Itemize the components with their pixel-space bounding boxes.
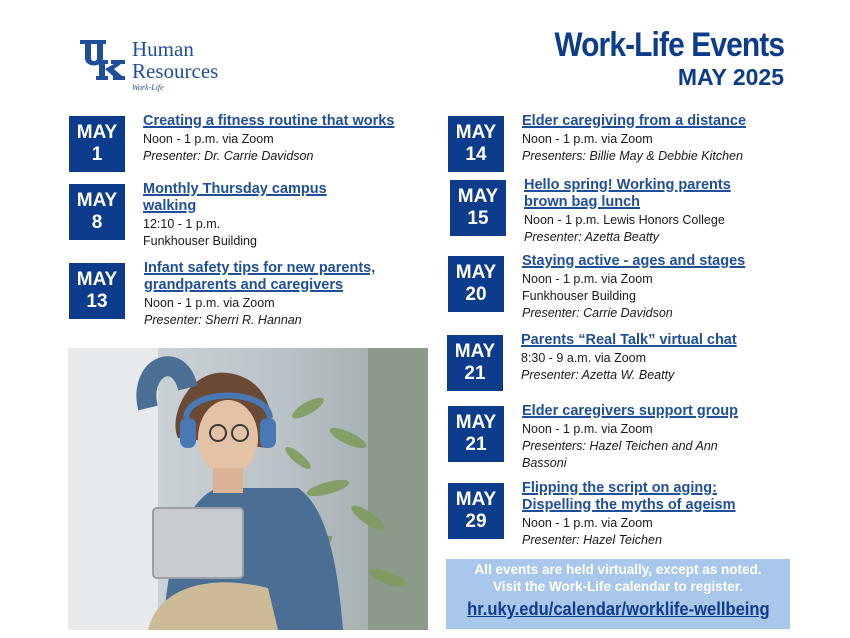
- event-date-badge: [69, 263, 125, 319]
- event-location: Funkhouser Building: [143, 234, 257, 248]
- event-presenter: Presenters: Billie May & Debbie Kitchen: [522, 149, 743, 163]
- woman-with-headphones-photo: [68, 348, 428, 630]
- event-day: 8: [91, 212, 103, 233]
- logo-sub: Work-Life: [132, 83, 164, 92]
- event-title-link[interactable]: Parents “Real Talk” virtual chat: [521, 332, 737, 348]
- event-month: MAY: [454, 341, 496, 362]
- event-time: Noon - 1 p.m. Lewis Honors College: [524, 213, 725, 227]
- event-time: Noon - 1 p.m. via Zoom: [522, 516, 653, 530]
- event-month: MAY: [76, 122, 118, 143]
- event-presenter: Presenter: Dr. Carrie Davidson: [143, 149, 314, 163]
- event-month: MAY: [76, 269, 118, 290]
- logo-line-1: Human: [132, 37, 194, 61]
- event-day: 15: [467, 208, 489, 229]
- event-month: MAY: [76, 190, 118, 211]
- event-month: MAY: [457, 186, 499, 207]
- event-title-link[interactable]: Elder caregivers support group: [522, 403, 738, 419]
- footer-note: All events are held virtually, except as noted.: [474, 562, 762, 577]
- uk-logo-icon: [78, 40, 126, 80]
- event-day: 1: [91, 144, 103, 165]
- event-title-link[interactable]: Elder caregiving from a distance: [522, 113, 747, 129]
- event-presenter: Presenters: Hazel Teichen and Ann Bassoni: [522, 439, 718, 470]
- event-date-badge: [448, 256, 504, 312]
- event-title-link[interactable]: Monthly Thursday campus walking: [143, 181, 327, 214]
- event-month: MAY: [455, 122, 497, 143]
- event-date-badge: [448, 116, 504, 172]
- event-day: 20: [465, 284, 487, 305]
- page-title-block: [523, 26, 784, 90]
- page-subtitle: MAY 2025: [677, 64, 784, 90]
- event-time: 8:30 - 9 a.m. via Zoom: [521, 351, 647, 365]
- event-title-link[interactable]: Hello spring! Working parents brown bag lunch: [524, 177, 731, 210]
- event-month: MAY: [455, 262, 497, 283]
- event-time: 12:10 - 1 p.m.: [143, 217, 221, 231]
- event-presenter: Presenter: Azetta Beatty: [524, 230, 660, 244]
- calendar-link[interactable]: hr.uky.edu/calendar/worklife-wellbeing: [466, 599, 770, 619]
- event-date-badge: [450, 180, 506, 236]
- event-day: 14: [465, 144, 487, 165]
- event-title-link[interactable]: Infant safety tips for new parents, grandparents and caregivers: [144, 260, 376, 293]
- event-location: Funkhouser Building: [522, 289, 636, 303]
- event-date-badge: [448, 406, 504, 462]
- event-time: Noon - 1 p.m. via Zoom: [522, 132, 653, 146]
- uk-hr-logo: [78, 38, 248, 94]
- event-date-badge: [69, 116, 125, 172]
- page-title: Work-Life Events: [554, 26, 784, 64]
- event-day: 13: [86, 291, 108, 312]
- event-time: Noon - 1 p.m. via Zoom: [522, 422, 653, 436]
- event-date-badge: [69, 184, 125, 240]
- event-date-badge: [448, 483, 504, 539]
- event-presenter: Presenter: Carrie Davidson: [522, 306, 673, 320]
- footer-register-note: Visit the Work-Life calendar to register.: [492, 579, 744, 594]
- event-time: Noon - 1 p.m. via Zoom: [522, 272, 653, 286]
- event-day: 21: [464, 363, 486, 384]
- event-month: MAY: [455, 412, 497, 433]
- footer-banner: [446, 559, 790, 629]
- event-presenter: Presenter: Azetta W. Beatty: [521, 368, 675, 382]
- event-day: 29: [465, 511, 487, 532]
- event-time: Noon - 1 p.m. via Zoom: [143, 132, 274, 146]
- event-presenter: Presenter: Sherri R. Hannan: [144, 313, 302, 327]
- logo-line-2: Resources: [132, 59, 219, 83]
- event-day: 21: [465, 434, 487, 455]
- event-title-link[interactable]: Flipping the script on aging: Dispelling the myths of ageism: [522, 480, 736, 513]
- event-title-link[interactable]: Staying active - ages and stages: [522, 253, 746, 269]
- event-title-link[interactable]: Creating a fitness routine that works: [143, 113, 395, 129]
- event-presenter: Presenter: Hazel Teichen: [522, 533, 662, 547]
- event-date-badge: [447, 335, 503, 391]
- event-month: MAY: [455, 489, 497, 510]
- event-time: Noon - 1 p.m. via Zoom: [144, 296, 275, 310]
